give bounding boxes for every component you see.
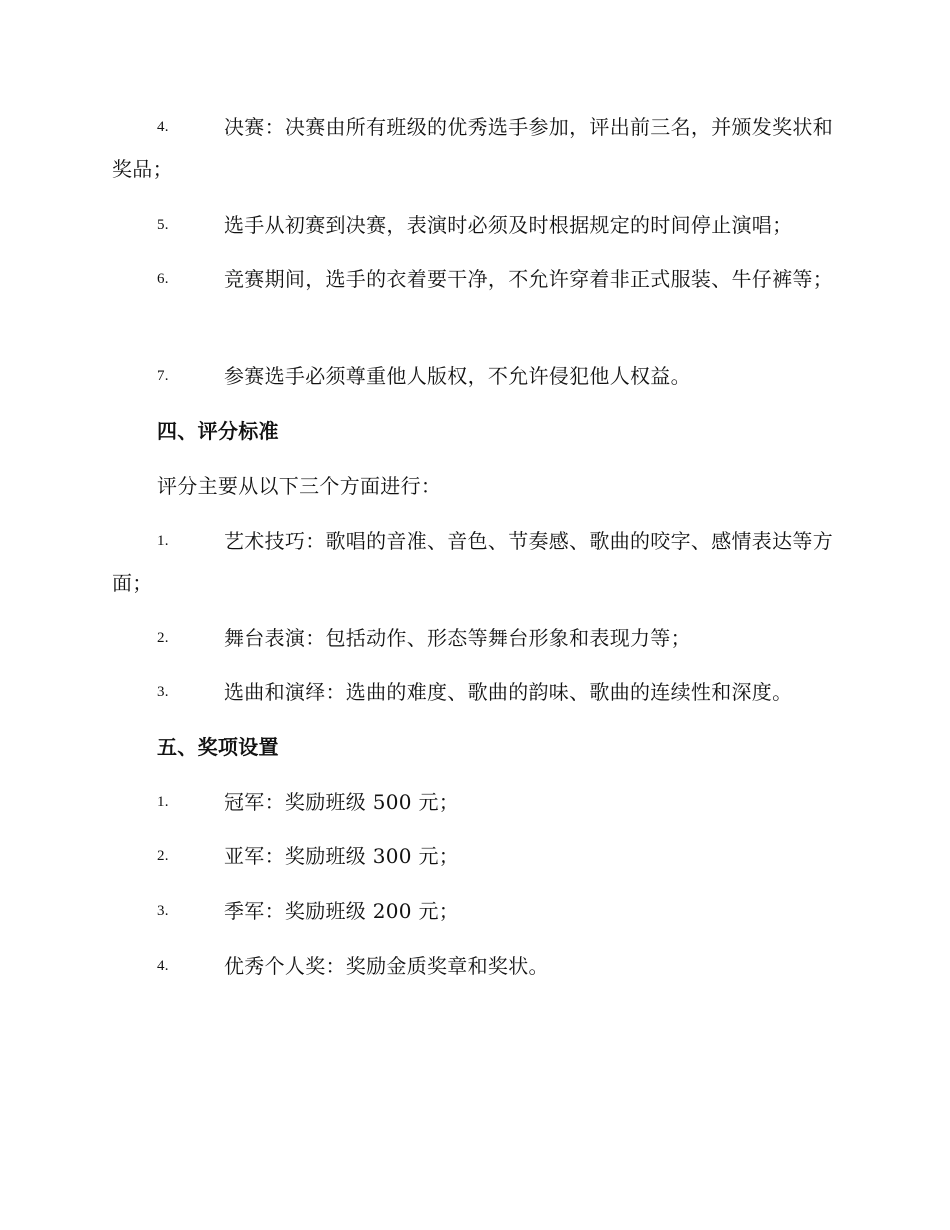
list-text: 舞台表演：包括动作、形态等舞台形象和表现力等；	[224, 626, 691, 650]
list-text: 决赛：决赛由所有班级的优秀选手参加，评出前三名，并颁发奖状和奖品；	[112, 115, 833, 181]
list-item	[112, 520, 834, 604]
list-item	[112, 890, 834, 932]
list-text: 竞赛期间，选手的衣着要干净，不允许穿着非正式服装、牛仔裤等；	[224, 267, 833, 291]
list-text: 参赛选手必须尊重他人版权，不允许侵犯他人权益。	[224, 364, 691, 388]
list-item	[112, 204, 834, 246]
list-text: 艺术技巧：歌唱的音准、音色、节奏感、歌曲的咬字、感情表达等方面；	[112, 529, 833, 595]
list-number: 1.	[157, 794, 169, 810]
list-number: 4.	[157, 958, 169, 974]
list-item	[112, 106, 834, 190]
list-number: 5.	[157, 217, 169, 233]
list-number: 6.	[157, 271, 169, 287]
list-item	[112, 781, 834, 823]
list-text: 冠军：奖励班级 500 元；	[224, 790, 460, 814]
section-intro: 评分主要从以下三个方面进行：	[157, 474, 442, 498]
list-number: 3.	[157, 684, 169, 700]
section-heading-awards: 五、奖项设置	[157, 735, 279, 759]
list-number: 7.	[157, 368, 169, 384]
list-item	[112, 671, 834, 713]
list-text: 亚军：奖励班级 300 元；	[224, 844, 460, 868]
section-heading-scoring: 四、评分标准	[157, 419, 279, 443]
list-number: 3.	[157, 903, 169, 919]
list-text: 选手从初赛到决赛，表演时必须及时根据规定的时间停止演唱；	[224, 213, 793, 237]
list-number: 1.	[157, 533, 169, 549]
list-number: 4.	[157, 119, 169, 135]
list-item	[112, 258, 834, 300]
list-item	[112, 617, 834, 659]
list-text: 选曲和演绎：选曲的难度、歌曲的韵味、歌曲的连续性和深度。	[224, 680, 793, 704]
list-number: 2.	[157, 848, 169, 864]
list-text: 季军：奖励班级 200 元；	[224, 899, 460, 923]
list-item	[112, 835, 834, 877]
list-text: 优秀个人奖：奖励金质奖章和奖状。	[224, 954, 549, 978]
list-item	[112, 355, 834, 397]
list-item	[112, 945, 834, 987]
list-number: 2.	[157, 630, 169, 646]
